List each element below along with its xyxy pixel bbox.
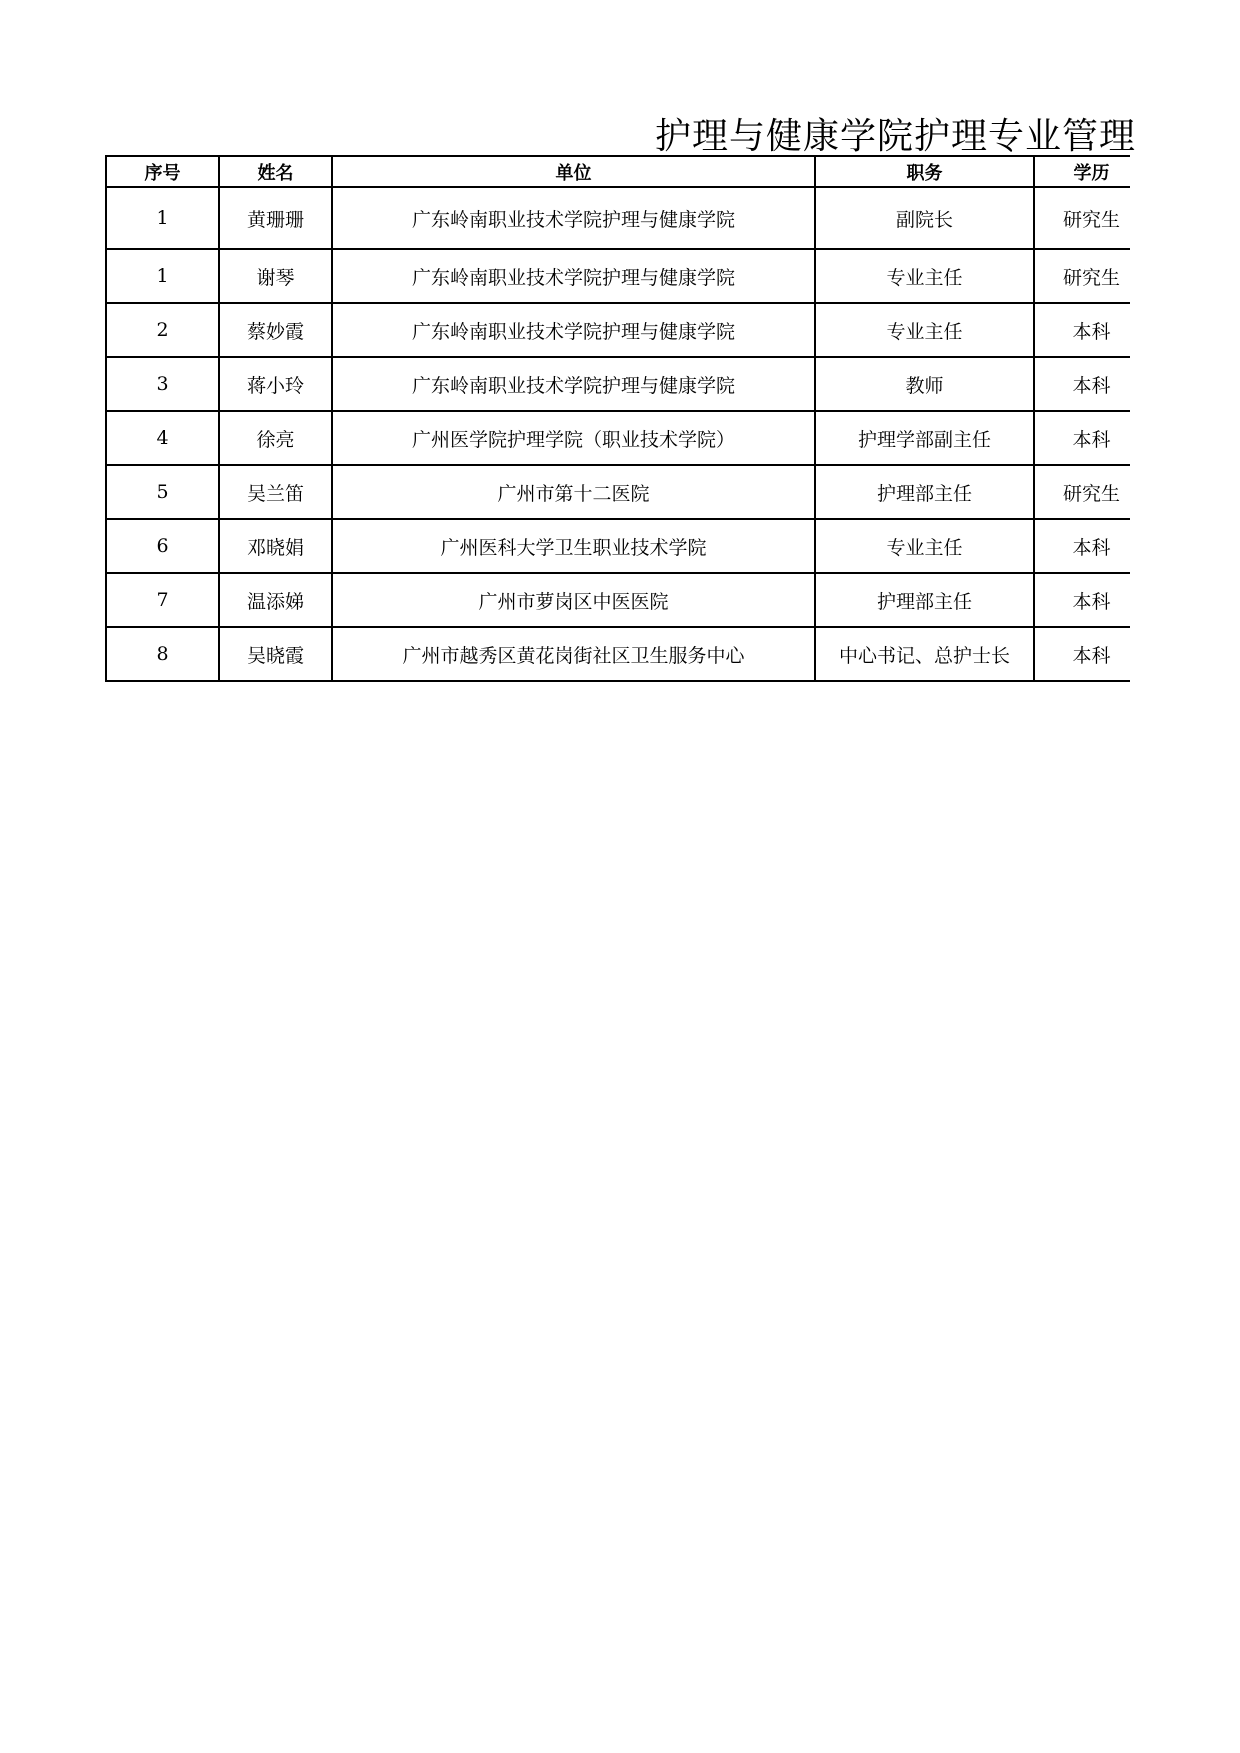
cell-position: 副院长 — [815, 187, 1034, 249]
cell-index: 7 — [106, 573, 219, 627]
cell-name: 邓晓娟 — [219, 519, 332, 573]
cell-position: 专业主任 — [815, 519, 1034, 573]
cell-name: 吴晓霞 — [219, 627, 332, 681]
header-education: 学历 — [1034, 156, 1130, 187]
cell-index: 8 — [106, 627, 219, 681]
table-row — [106, 573, 1130, 627]
cell-organization: 广东岭南职业技术学院护理与健康学院 — [332, 357, 815, 411]
cell-education: 本科 — [1034, 573, 1130, 627]
cell-education: 研究生 — [1034, 187, 1130, 249]
cell-index: 4 — [106, 411, 219, 465]
cell-organization: 广州市萝岗区中医医院 — [332, 573, 815, 627]
cell-name: 蒋小玲 — [219, 357, 332, 411]
table-row — [106, 627, 1130, 681]
cell-position: 护理学部副主任 — [815, 411, 1034, 465]
cell-organization: 广州市第十二医院 — [332, 465, 815, 519]
cell-name: 吴兰笛 — [219, 465, 332, 519]
cell-name: 黄珊珊 — [219, 187, 332, 249]
header-position: 职务 — [815, 156, 1034, 187]
cell-education: 本科 — [1034, 627, 1130, 681]
cell-position: 护理部主任 — [815, 573, 1034, 627]
cell-organization: 广东岭南职业技术学院护理与健康学院 — [332, 249, 815, 303]
cell-index: 1 — [106, 249, 219, 303]
committee-table — [105, 155, 1130, 682]
cell-organization: 广州医科大学卫生职业技术学院 — [332, 519, 815, 573]
cell-position: 护理部主任 — [815, 465, 1034, 519]
header-name: 姓名 — [219, 156, 332, 187]
cell-name: 温添娣 — [219, 573, 332, 627]
cell-position: 专业主任 — [815, 303, 1034, 357]
cell-education: 本科 — [1034, 357, 1130, 411]
header-index: 序号 — [106, 156, 219, 187]
table-row — [106, 303, 1130, 357]
table-header-row — [106, 156, 1130, 187]
table-row — [106, 519, 1130, 573]
cell-education: 本科 — [1034, 411, 1130, 465]
cell-organization: 广州市越秀区黄花岗街社区卫生服务中心 — [332, 627, 815, 681]
table-row — [106, 357, 1130, 411]
committee-table-container — [105, 155, 1130, 685]
cell-education: 本科 — [1034, 519, 1130, 573]
cell-education: 研究生 — [1034, 249, 1130, 303]
cell-name: 谢琴 — [219, 249, 332, 303]
cell-index: 2 — [106, 303, 219, 357]
page-title: 护理与健康学院护理专业管理 — [655, 116, 1137, 157]
cell-organization: 广州医学院护理学院（职业技术学院） — [332, 411, 815, 465]
table-row — [106, 187, 1130, 249]
cell-organization: 广东岭南职业技术学院护理与健康学院 — [332, 187, 815, 249]
cell-organization: 广东岭南职业技术学院护理与健康学院 — [332, 303, 815, 357]
cell-index: 1 — [106, 187, 219, 249]
cell-index: 5 — [106, 465, 219, 519]
cell-position: 中心书记、总护士长 — [815, 627, 1034, 681]
cell-index: 3 — [106, 357, 219, 411]
cell-name: 蔡妙霞 — [219, 303, 332, 357]
table-row — [106, 411, 1130, 465]
cell-position: 专业主任 — [815, 249, 1034, 303]
table-row — [106, 249, 1130, 303]
table-row — [106, 465, 1130, 519]
header-organization: 单位 — [332, 156, 815, 187]
cell-name: 徐亮 — [219, 411, 332, 465]
cell-education: 本科 — [1034, 303, 1130, 357]
cell-position: 教师 — [815, 357, 1034, 411]
cell-index: 6 — [106, 519, 219, 573]
cell-education: 研究生 — [1034, 465, 1130, 519]
